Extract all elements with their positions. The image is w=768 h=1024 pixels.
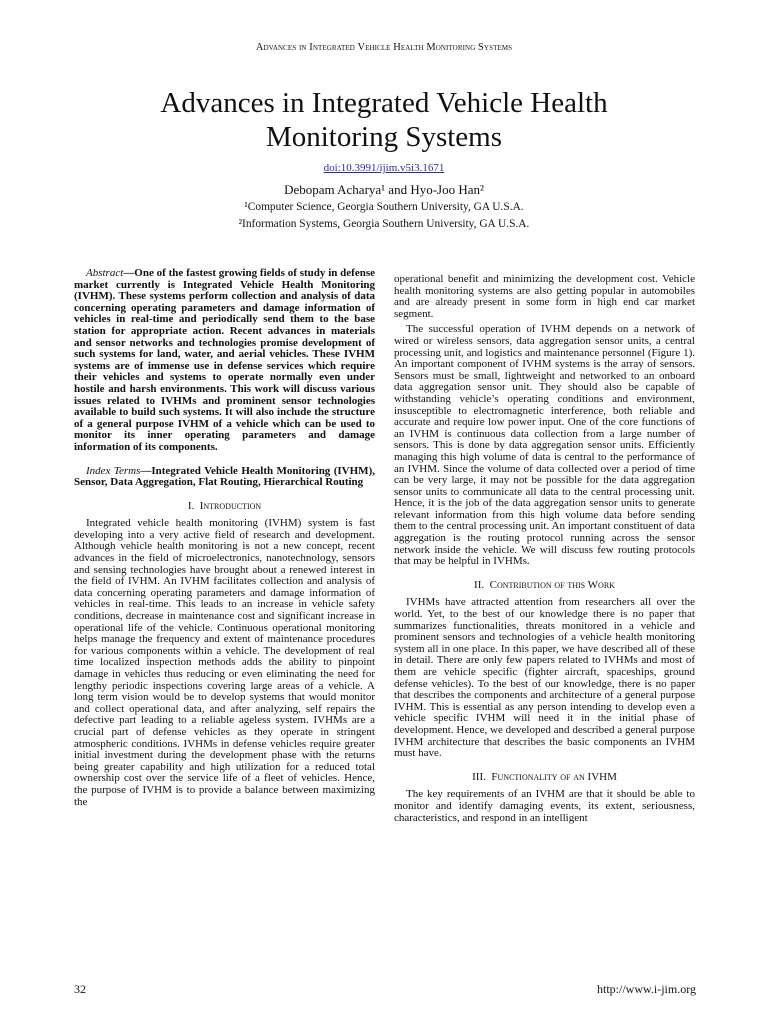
introduction-paragraph: Integrated vehicle health monitoring (IVHM) system is fast developing into a very active field of research and development. Although vehicle health monitoring is not a new concept, recent advances in the field of microelectronics, nanotechnology, sensors and sensing technologies have brought about a renewed interest in the field of IVHM. An IVHM facilitates collection and analysis of data concerning operating parameters and damage information of vehicles in real-time. This leads to an increase in vehicle safety conditions, decrease in maintenance cost and significant increase in operational life of the vehicle. Continuous operational monitoring helps manage the frequency and extent of maintenance procedures for various components within a vehicle. The development of real time localized inspection methods adds the ability to pinpoint damage in vehicles thus reducing or even eliminating the need for lengthy periodic inspections covering large areas of a vehicle. A long term vision would be to develop systems that would monitor and collect operational data, and after analyzing, self repairs the defective part leading to a reliable ageless system. IVHMs are a crucial part of defense vehicles as they operate in stringent atmospheric conditions. IVHMs in defense vehicles require greater initial investment during the development phase with the returns being greater capability and high utilization for a reduced total ownership cost over the service life of a fleet of vehicles. Hence, the purpose of IVHM is to provide a balance between maximizing the — [74, 517, 375, 808]
affiliation-2: ²Information Systems, Georgia Southern University, GA U.S.A. — [238, 218, 530, 230]
running-head: Advances in Integrated Vehicle Health Monitoring Systems — [255, 42, 513, 53]
page-number: 32 — [74, 982, 86, 996]
section-heading-contribution — [394, 580, 695, 592]
contribution-paragraph: IVHMs have attracted attention from researchers all over the world. Yet, to the best of our knowledge there is no paper that summarizes functionalities, threats monitored in a vehicle and prominent sensors and technologies of a vehicle health monitoring system all in one place. In this paper, we have described all of these in detail. There are only few papers related to IVHMs and most of them are vehicle specific (fighter aircraft, spaceships, ground defense vehicles). To the best of our knowledge, there is no paper that describes the components and architecture of a general purpose IVHM. This is essential as any person intending to develop even a vehicle specific IVHM will need it in the initial phase of development. Hence, we developed and described a general purpose IVHM architecture that describes the basic components an IVHM must have. — [394, 596, 695, 760]
section-title: Contribution of this Work — [489, 578, 615, 591]
footer-url[interactable]: http://www.i-jim.org — [597, 982, 696, 996]
affiliation-1: ¹Computer Science, Georgia Southern University, GA U.S.A. — [244, 201, 524, 213]
functionality-paragraph: The key requirements of an IVHM are that it should be able to monitor and identify damaging events, its extent, seriousness, characteristics, and respond in an intelligent — [394, 788, 695, 824]
left-column — [74, 268, 375, 808]
right-column — [394, 274, 695, 824]
paragraph-operational-benefit: operational benefit and minimizing the development cost. Vehicle health monitoring systems are also getting popular in automobiles and are already present in some form in high end car market segment. — [394, 273, 695, 320]
abstract-text: —One of the fastest growing fields of study in defense market currently is Integrated Vehicle Health Monitoring (IVHM). These systems perform collection and analysis of data concerning operating parameters and damage information of vehicles in real-time and periodically send them to the base station for appropriate action. Recent advances in materials and sensor networks and technologies promise development of such systems for land, water, and aerial vehicles. These IVHM systems are of immense use in defense services which require their vehicles and systems to operate normally even under hostile and harsh environments. This work will discuss various issues related to IVHMs and prominent sensor technologies available to build such systems. It will also include the structure of a general purpose IVHM of a vehicle which can be used to monitor its inner operating parameters and damage information of its components. — [74, 267, 375, 453]
abstract-label: Abstract — [86, 267, 124, 279]
title-line-2: Monitoring Systems — [265, 121, 503, 153]
section-heading-functionality — [394, 772, 695, 784]
abstract — [74, 268, 375, 454]
paper-title — [84, 86, 684, 154]
section-number: III. — [472, 770, 486, 783]
section-heading-introduction — [74, 501, 375, 513]
section-number: II. — [474, 578, 485, 591]
title-line-1: Advances in Integrated Vehicle Health — [160, 87, 608, 119]
index-terms — [74, 466, 375, 489]
section-title: Functionality of an IVHM — [491, 770, 617, 783]
index-terms-text: —Integrated Vehicle Health Monitoring (IVHM), Sensor, Data Aggregation, Flat Routing, Hierarchical Routing — [74, 464, 375, 489]
authors: Debopam Acharya¹ and Hyo-Joo Han² — [284, 182, 484, 197]
section-title: Introduction — [199, 499, 262, 512]
doi-link[interactable]: doi:10.3991/ijim.v5i3.1671 — [323, 162, 445, 174]
section-number: I. — [187, 499, 195, 512]
index-terms-label: Index Terms — [86, 464, 141, 477]
paragraph-successful-operation: The successful operation of IVHM depends on a network of wired or wireless sensors, data aggregation sensor units, a central processing unit, and logistics and maintenance personnel (Figure 1). An important component of IVHM systems is the array of sensors. Sensors must be small, lightweight and networked to an onboard data aggregation sensor unit. They should also be capable of withstanding vehicle’s operating conditions and environment, insusceptible to electromagnetic interference, both reliable and accurate and require low power input. One of the core functions of an IVHM is continuous data collection from a large number of sensors. This is done by data aggregation sensor units. Efficiently managing this high volume of data is central to the performance of an IVHM. Since the volume of data collected over a period of time can be very large, it may not be possible for the data aggregation sensor units to communicate all data to the central processing unit. Hence, it is the job of the data aggregation sensor units to generate relevant information from this high volume data before sending them to the central processing unit. An important constituent of data aggregation is the routing protocol running across the sensor network inside the vehicle. We will discuss few routing protocols that may be helpful in IVHMs. — [394, 323, 695, 568]
